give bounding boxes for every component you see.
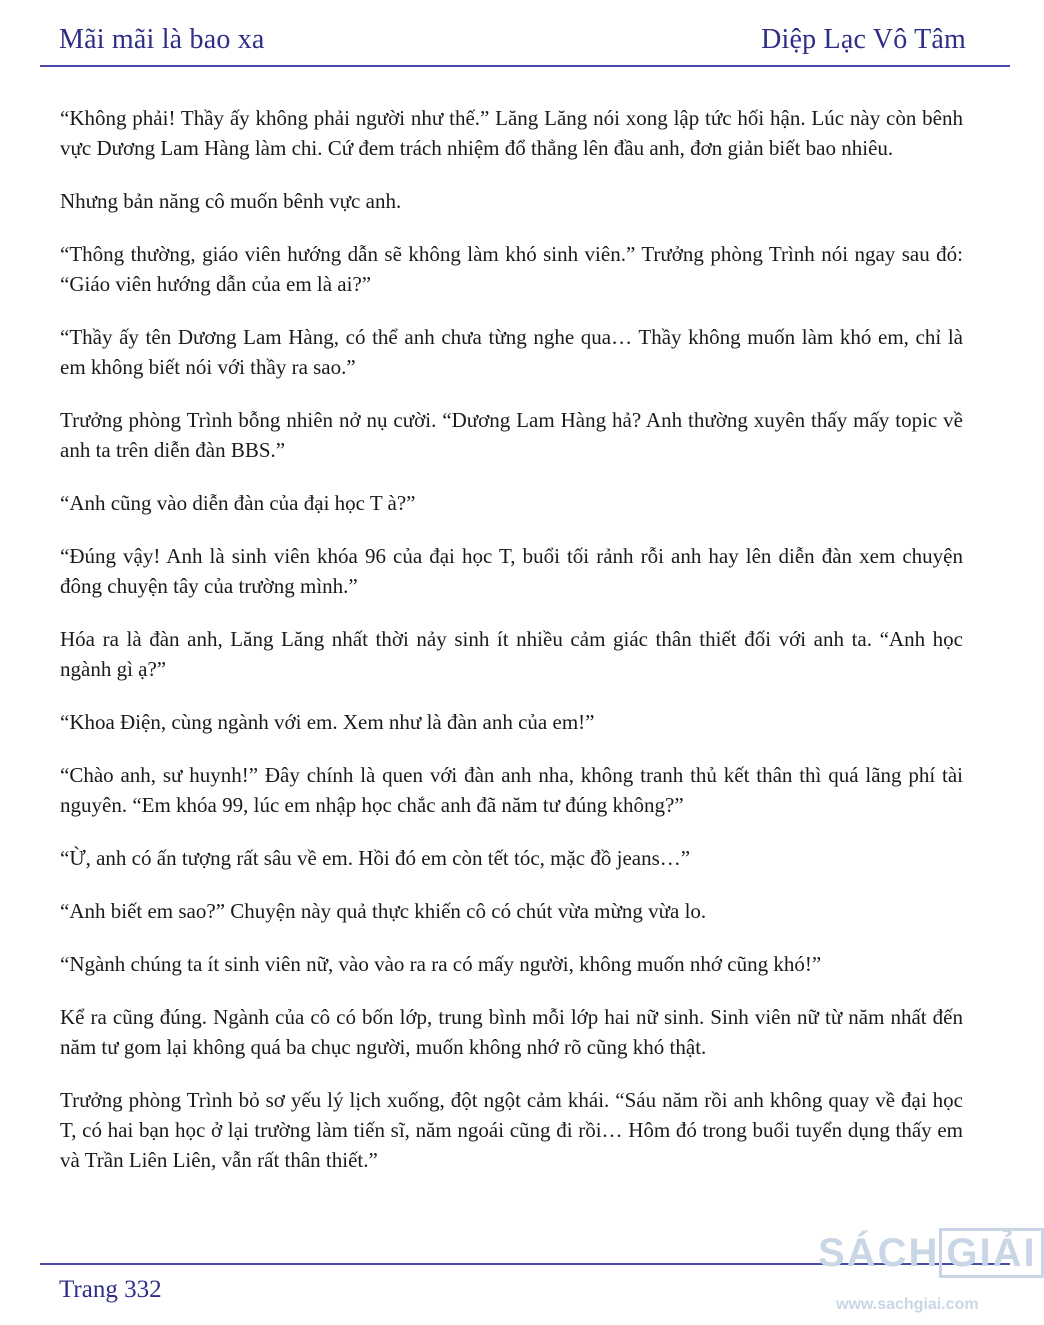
watermark-brand-part2: GIẢI bbox=[939, 1228, 1043, 1278]
paragraph: “Anh biết em sao?” Chuyện này quả thực khiến cô có chút vừa mừng vừa lo. bbox=[60, 899, 707, 923]
paragraph: “Đúng vậy! Anh là sinh viên khóa 96 của đại học T, buổi tối rảnh rỗi anh hay lên diễn đàn xem chuyện đông chuyện tây của trường mình.” bbox=[60, 544, 963, 598]
paragraph: “Khoa Điện, cùng ngành với em. Xem như là đàn anh của em!” bbox=[60, 710, 595, 734]
page-body bbox=[60, 103, 963, 1198]
paragraph: “Ngành chúng ta ít sinh viên nữ, vào vào ra ra có mấy người, không muốn nhớ cũng khó!” bbox=[60, 952, 822, 976]
book-title: Mãi mãi là bao xa bbox=[59, 24, 265, 55]
header-divider bbox=[40, 65, 1010, 67]
watermark-brand-part1: SÁCH bbox=[818, 1231, 940, 1275]
paragraph: “Anh cũng vào diễn đàn của đại học T à?” bbox=[60, 491, 416, 515]
paragraph: “Chào anh, sư huynh!” Đây chính là quen với đàn anh nha, không tranh thủ kết thân thì quá lãng phí tài nguyên. “Em khóa 99, lúc em nhập học chắc anh đã năm tư đúng không?” bbox=[60, 763, 963, 817]
paragraph: Nhưng bản năng cô muốn bênh vực anh. bbox=[60, 189, 402, 213]
page-number: Trang 332 bbox=[59, 1276, 162, 1303]
author-name: Diệp Lạc Vô Tâm bbox=[761, 24, 966, 55]
paragraph: “Không phải! Thầy ấy không phải người như thế.” Lăng Lăng nói xong lập tức hối hận. Lúc này còn bênh vực Dương Lam Hàng làm chi. Cứ đem trách nhiệm đổ thẳng lên đầu anh, đơn giản biết bao nhiêu. bbox=[60, 106, 963, 160]
paragraph: “Thông thường, giáo viên hướng dẫn sẽ không làm khó sinh viên.” Trưởng phòng Trình nói ngay sau đó: “Giáo viên hướng dẫn của em là ai?” bbox=[60, 242, 963, 296]
watermark-url: www.sachgiai.com bbox=[836, 1296, 979, 1313]
paragraph: Hóa ra là đàn anh, Lăng Lăng nhất thời nảy sinh ít nhiều cảm giác thân thiết đối với anh ta. “Anh học ngành gì ạ?” bbox=[60, 627, 963, 681]
paragraph: “Thầy ấy tên Dương Lam Hàng, có thể anh chưa từng nghe qua… Thầy không muốn làm khó em, chỉ là em không biết nói với thầy ra sao.” bbox=[60, 325, 963, 379]
watermark-logo bbox=[818, 1228, 1044, 1278]
paragraph: Trưởng phòng Trình bỏ sơ yếu lý lịch xuống, đột ngột cảm khái. “Sáu năm rồi anh không quay về đại học T, có hai bạn học ở lại trường làm tiến sĩ, năm ngoái cũng đi rồi… Hôm đó trong buổi tuyển dụng thấy em và Trần Liên Liên, vẫn rất thân thiết.” bbox=[60, 1088, 963, 1172]
paragraph: Kể ra cũng đúng. Ngành của cô có bốn lớp, trung bình mỗi lớp hai nữ sinh. Sinh viên nữ từ năm nhất đến năm tư gom lại không quá ba chục người, muốn không nhớ rõ cũng khó thật. bbox=[60, 1005, 963, 1059]
paragraph: Trưởng phòng Trình bỗng nhiên nở nụ cười. “Dương Lam Hàng hả? Anh thường xuyên thấy mấy topic về anh ta trên diễn đàn BBS.” bbox=[60, 408, 963, 462]
paragraph: “Ừ, anh có ấn tượng rất sâu về em. Hồi đó em còn tết tóc, mặc đồ jeans…” bbox=[60, 846, 691, 870]
